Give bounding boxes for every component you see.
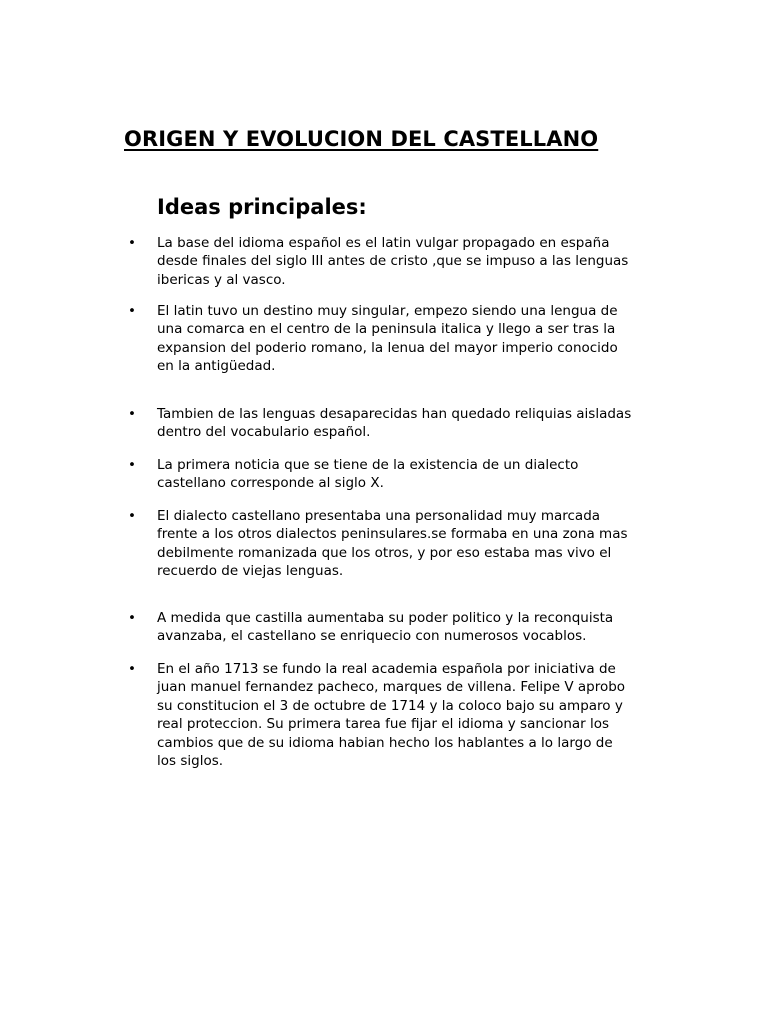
bullet-icon: • [128, 508, 136, 524]
bullet-icon: • [128, 235, 136, 251]
list-item-text: La base del idioma español es el latin vulgar propagado en españa desde finales del siglo III antes de cristo ,que se impuso a las lenguas ibericas y al vasco. [157, 235, 629, 288]
list-item-text: Tambien de las lenguas desaparecidas han quedado reliquias aisladas dentro del vocabulario español. [157, 406, 632, 441]
bullet-icon: • [128, 457, 136, 473]
list-item-text: A medida que castilla aumentaba su poder politico y la reconquista avanzaba, el castellano se enriquecio con numerosos vocablos. [157, 610, 614, 645]
list-item-text: En el año 1713 se fundo la real academia española por iniciativa de juan manuel fernandez pacheco, marques de villena. Felipe V aprobo su constitucion el 3 de octubre de 1714 y la coloco bajo su amparo y real proteccion. Su primera tarea fue fijar el idioma y sancionar los cambios que de su idioma habian hecho los hablantes a lo largo de los siglos. [157, 661, 626, 770]
list-item-text: El latin tuvo un destino muy singular, empezo siendo una lengua de una comarca en el centro de la peninsula italica y llego a ser tras la expansion del poderio romano, la lenua del mayor imperio conocido en la antigüedad. [157, 303, 618, 375]
section-heading: Ideas principales: [157, 195, 367, 219]
bullet-icon: • [128, 661, 136, 677]
bullet-icon: • [128, 406, 136, 422]
document-title: ORIGEN Y EVOLUCION DEL CASTELLANO [124, 127, 599, 151]
bullet-icon: • [128, 610, 136, 626]
list-item-text: El dialecto castellano presentaba una personalidad muy marcada frente a los otros dialectos peninsulares.se formaba en una zona mas debilmente romanizada que los otros, y por eso estaba mas vivo el recuerdo de viejas lenguas. [157, 508, 628, 580]
list-item-text: La primera noticia que se tiene de la existencia de un dialecto castellano corresponde al siglo X. [157, 457, 579, 492]
bullet-icon: • [128, 303, 136, 319]
